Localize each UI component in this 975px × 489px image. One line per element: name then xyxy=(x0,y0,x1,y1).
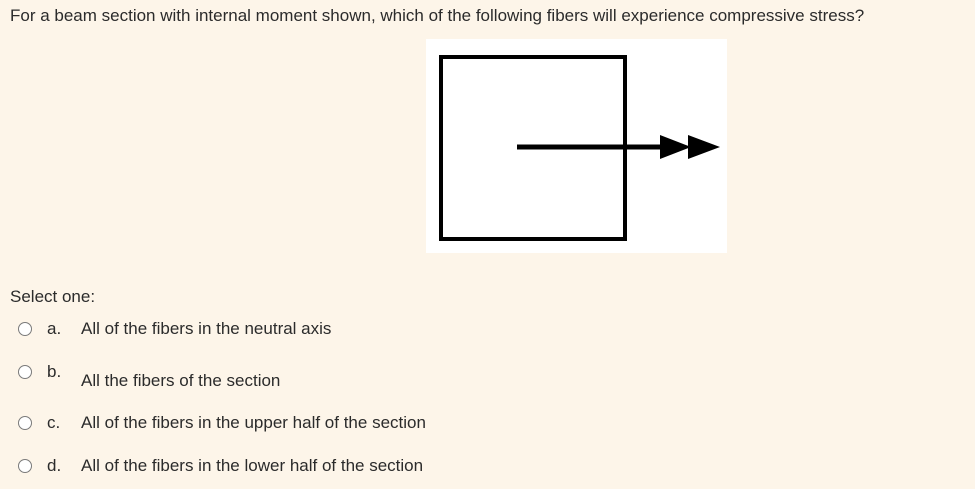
option-c-letter: c. xyxy=(47,413,61,432)
radio-button-a[interactable] xyxy=(18,322,32,336)
moment-arrowhead-second xyxy=(688,135,720,159)
option-b-text: All the fibers of the section xyxy=(81,371,281,390)
option-c-text: All of the fibers in the upper half of the section xyxy=(81,413,426,432)
option-d-letter: d. xyxy=(47,456,62,475)
option-b-letter: b. xyxy=(47,362,62,381)
moment-arrowhead-first xyxy=(660,135,691,159)
option-d-text: All of the fibers in the lower half of the section xyxy=(81,456,424,475)
option-a-letter: a. xyxy=(47,319,62,338)
select-one-label: Select one: xyxy=(10,287,96,306)
question-text: For a beam section with internal moment shown, which of the following fibers will experience compressive stress? xyxy=(10,6,865,25)
beam-section-moment-diagram-icon xyxy=(426,39,727,253)
radio-button-b[interactable] xyxy=(18,365,32,379)
beam-section-figure xyxy=(426,39,727,253)
option-a-text: All of the fibers in the neutral axis xyxy=(81,319,332,338)
radio-button-d[interactable] xyxy=(18,459,32,473)
radio-button-c[interactable] xyxy=(18,416,32,430)
